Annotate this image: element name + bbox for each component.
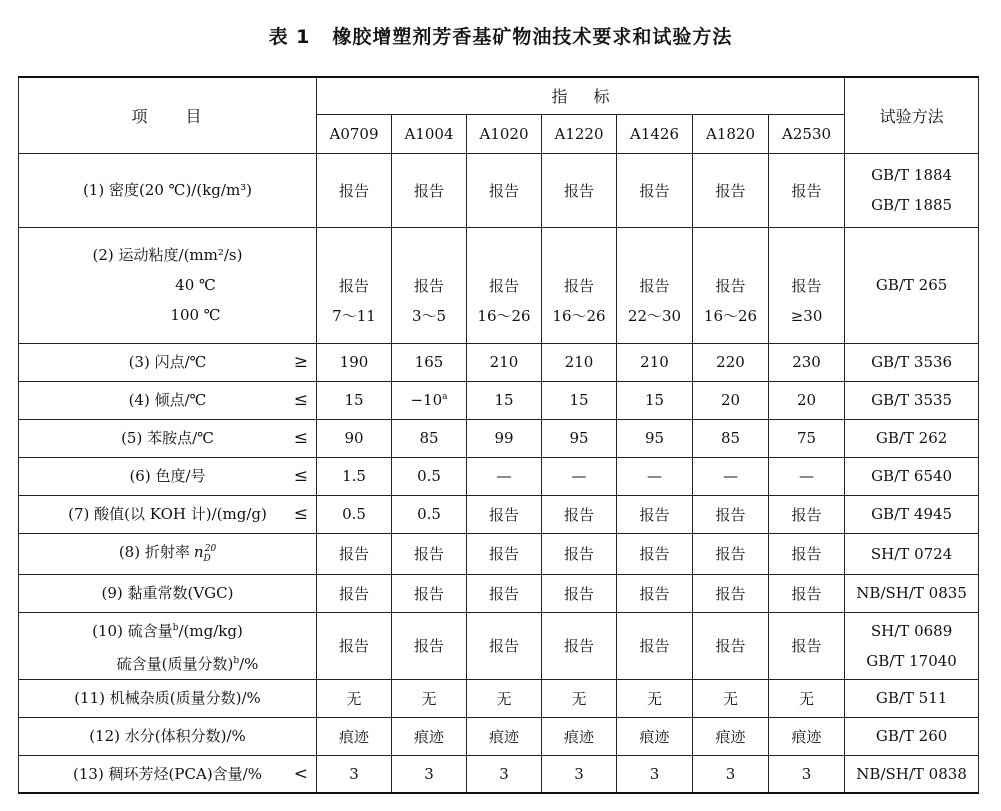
item-cell — [19, 679, 317, 717]
value-text: 报告 — [639, 584, 670, 603]
value-cell — [317, 679, 392, 717]
value-100c: 22～30 — [627, 306, 682, 325]
value-cell — [542, 381, 617, 419]
value-cell — [392, 574, 467, 612]
value-text: 无 — [646, 689, 662, 708]
value-text: 报告 — [791, 181, 822, 200]
value-text: 报告 — [413, 545, 444, 563]
value-text: 报告 — [563, 637, 594, 655]
value-text: 报告 — [715, 505, 746, 524]
value-cell — [693, 419, 769, 457]
comparison-symbol: < — [293, 763, 308, 784]
value-40c: 报告 — [488, 276, 519, 295]
item-cell — [19, 533, 317, 574]
value-text: 报告 — [563, 181, 594, 200]
value-cell — [542, 717, 617, 755]
table-number: 表 1 — [268, 26, 311, 48]
grade-header: A1004 — [392, 114, 467, 153]
value-text: 20 — [720, 391, 741, 409]
value-text: 15 — [494, 391, 514, 409]
value-cell — [769, 343, 845, 381]
value-40c: 报告 — [715, 276, 746, 295]
value-cell — [392, 457, 467, 495]
method-cell — [845, 457, 979, 495]
table-row — [19, 227, 979, 343]
value-40c: 报告 — [338, 276, 369, 295]
value-cell — [392, 495, 467, 533]
value-cell — [693, 679, 769, 717]
method-standard: GB/T 265 — [875, 276, 948, 294]
item-label: (6) 色度/号 — [129, 467, 206, 485]
value-cell — [392, 153, 467, 227]
value-cell — [317, 153, 392, 227]
value-cell — [769, 153, 845, 227]
value-text: — — [647, 467, 662, 485]
value-cell — [617, 419, 693, 457]
method-standard: GB/T 6540 — [871, 467, 953, 485]
value-cell — [542, 679, 617, 717]
item-label: (4) 倾点/℃ — [128, 391, 207, 409]
value-text: 报告 — [791, 584, 822, 603]
value-cell — [467, 533, 542, 574]
value-text: 210 — [640, 353, 669, 371]
method-standard: NB/SH/T 0838 — [856, 764, 967, 783]
table-row — [19, 457, 979, 495]
value-text: 15 — [569, 391, 589, 409]
method-standard: GB/T 262 — [875, 429, 948, 447]
value-cell — [317, 227, 392, 343]
value-text: 报告 — [715, 545, 746, 563]
table-row — [19, 533, 979, 574]
table-row — [19, 612, 979, 679]
item-label: (12) 水分(体积分数)/% — [89, 727, 246, 745]
table-row — [19, 419, 979, 457]
value-cell — [617, 612, 693, 679]
value-cell — [769, 495, 845, 533]
value-cell — [617, 457, 693, 495]
value-cell — [467, 343, 542, 381]
value-cell — [317, 419, 392, 457]
value-text: 痕迹 — [338, 727, 369, 746]
value-text: 0.5 — [342, 505, 366, 523]
value-text: 报告 — [639, 637, 670, 655]
value-cell — [317, 495, 392, 533]
value-cell — [769, 574, 845, 612]
value-cell — [392, 381, 467, 419]
footnote-mark: b — [233, 655, 240, 666]
value-text: 165 — [414, 353, 444, 371]
value-cell — [769, 612, 845, 679]
value-100c: 7～11 — [332, 306, 376, 325]
value-cell — [542, 457, 617, 495]
value-cell — [617, 343, 693, 381]
value-100c: 3～5 — [411, 306, 447, 325]
method-cell — [845, 419, 979, 457]
value-100c: 16～26 — [477, 306, 531, 325]
method-cell — [845, 495, 979, 533]
value-text: 无 — [496, 689, 512, 708]
value-cell — [617, 574, 693, 612]
value-cell — [317, 457, 392, 495]
value-cell — [693, 612, 769, 679]
header-index: 指 标 — [317, 77, 845, 114]
value-text: 99 — [494, 429, 514, 447]
value-text: 报告 — [715, 181, 746, 200]
value-text: 95 — [569, 429, 589, 447]
item-label: (5) 苯胺点/℃ — [121, 429, 214, 447]
value-cell — [467, 419, 542, 457]
comparison-symbol: ≤ — [293, 504, 308, 524]
item-sublabel: 100 ℃ — [170, 306, 221, 324]
value-text: 无 — [346, 689, 362, 708]
item-label: (1) 密度(20 ℃)/(kg/m³) — [82, 181, 253, 199]
value-text: 报告 — [338, 637, 369, 655]
grade-header: A0709 — [317, 114, 392, 153]
item-sublabel: 40 ℃ — [175, 276, 216, 294]
value-cell — [693, 381, 769, 419]
value-text: 无 — [722, 689, 738, 708]
method-standard: SH/T 0689 — [870, 621, 953, 640]
item-label: (13) 稠环芳烃(PCA)含量/% — [73, 764, 262, 783]
value-cell — [769, 533, 845, 574]
value-cell — [467, 755, 542, 793]
value-cell — [467, 612, 542, 679]
value-text: 210 — [489, 353, 519, 371]
table-row — [19, 343, 979, 381]
value-cell — [317, 612, 392, 679]
value-cell — [769, 419, 845, 457]
value-text: 3 — [349, 764, 359, 783]
item-label: (3) 闪点/℃ — [128, 353, 207, 371]
value-text: 3 — [649, 764, 660, 783]
value-cell — [542, 419, 617, 457]
value-text: 报告 — [488, 637, 519, 655]
value-cell — [542, 612, 617, 679]
value-text: 报告 — [338, 584, 369, 603]
value-text: 230 — [792, 353, 821, 371]
value-text: 报告 — [488, 584, 519, 603]
table-title-text: 橡胶增塑剂芳香基矿物油技术要求和试验方法 — [332, 26, 733, 48]
method-standard: GB/T 4945 — [871, 505, 953, 523]
value-40c: 报告 — [639, 276, 670, 295]
value-cell — [392, 717, 467, 755]
item-label-text: (10) 硫含量 — [92, 621, 173, 640]
value-cell — [693, 343, 769, 381]
value-cell — [392, 419, 467, 457]
value-text: 报告 — [338, 545, 369, 563]
item-cell — [19, 612, 317, 679]
value-text: 210 — [564, 353, 594, 371]
value-text: 20 — [796, 391, 817, 409]
value-text: — — [571, 467, 587, 485]
value-cell — [617, 717, 693, 755]
value-cell — [693, 717, 769, 755]
item-label-unit: /% — [239, 654, 259, 673]
value-cell — [467, 227, 542, 343]
value-cell — [542, 227, 617, 343]
value-40c: 报告 — [791, 276, 822, 295]
value-text: 报告 — [338, 181, 369, 200]
method-standard: GB/T 3535 — [871, 391, 953, 409]
value-cell — [542, 153, 617, 227]
method-standard: GB/T 1885 — [871, 196, 953, 214]
grade-header: A2530 — [769, 114, 845, 153]
value-text: 3 — [801, 764, 812, 783]
comparison-symbol: ≤ — [293, 428, 308, 448]
value-40c: 报告 — [563, 276, 594, 295]
item-label-text: 硫含量(质量分数) — [116, 654, 234, 673]
value-cell — [617, 495, 693, 533]
value-cell — [392, 343, 467, 381]
method-cell — [845, 533, 979, 574]
table-row — [19, 153, 979, 227]
value-cell — [617, 227, 693, 343]
value-text: 报告 — [563, 505, 594, 524]
value-40c: 报告 — [413, 276, 444, 295]
value-text: 报告 — [413, 181, 444, 200]
grade-header: A1426 — [617, 114, 693, 153]
value-cell — [617, 679, 693, 717]
comparison-symbol: ≥ — [293, 352, 308, 372]
value-cell — [317, 343, 392, 381]
value-cell — [542, 495, 617, 533]
value-text: 报告 — [715, 584, 746, 603]
value-text: 0.5 — [417, 467, 441, 485]
grade-header: A1820 — [693, 114, 769, 153]
value-cell — [542, 574, 617, 612]
item-label: (7) 酸值(以 KOH 计)/(mg/g) — [68, 505, 267, 523]
value-cell — [693, 227, 769, 343]
value-cell — [693, 755, 769, 793]
value-cell — [467, 457, 542, 495]
value-cell — [769, 717, 845, 755]
value-text: 报告 — [413, 637, 444, 655]
value-cell — [467, 495, 542, 533]
value-text: 1.5 — [342, 467, 366, 485]
value-text: 90 — [344, 429, 364, 447]
value-text: 报告 — [639, 181, 670, 200]
item-label: (2) 运动粘度/(mm²/s) — [92, 246, 243, 264]
value-text: 报告 — [791, 545, 822, 563]
value-cell — [542, 533, 617, 574]
value-cell — [617, 153, 693, 227]
item-cell — [19, 717, 317, 755]
method-cell — [845, 574, 979, 612]
value-text: 痕迹 — [563, 727, 594, 746]
value-text: 报告 — [488, 181, 519, 200]
value-cell — [392, 679, 467, 717]
item-cell — [19, 153, 317, 227]
value-cell — [693, 457, 769, 495]
method-standard: GB/T 511 — [875, 689, 948, 707]
header-item: 项 目 — [19, 77, 317, 153]
value-text: 报告 — [563, 584, 594, 603]
refractive-index-symbol: $n_D^{20}$ — [193, 542, 217, 564]
method-cell — [845, 381, 979, 419]
value-text: 报告 — [639, 505, 670, 524]
value-cell — [317, 755, 392, 793]
value-cell — [317, 533, 392, 574]
value-100c: ≥30 — [790, 306, 823, 325]
value-text: 75 — [796, 429, 817, 447]
method-cell — [845, 679, 979, 717]
value-text: — — [723, 467, 738, 485]
item-label-text: (8) 折射率 — [118, 542, 190, 561]
item-cell — [19, 574, 317, 612]
value-text: 报告 — [488, 505, 519, 524]
value-cell — [693, 495, 769, 533]
comparison-symbol: ≤ — [293, 390, 308, 410]
value-cell — [467, 679, 542, 717]
value-cell — [769, 755, 845, 793]
method-cell — [845, 153, 979, 227]
value-100c: 16～26 — [703, 306, 758, 325]
grade-header: A1020 — [467, 114, 542, 153]
method-standard: NB/SH/T 0835 — [856, 584, 967, 602]
method-cell — [845, 612, 979, 679]
item-cell — [19, 343, 317, 381]
value-text: 痕迹 — [413, 727, 444, 746]
item-label — [19, 534, 316, 574]
value-text: 报告 — [715, 637, 746, 655]
value-cell — [392, 612, 467, 679]
item-cell — [19, 495, 317, 533]
value-text: 3 — [725, 764, 736, 783]
value-cell — [693, 574, 769, 612]
table-row — [19, 717, 979, 755]
item-label: (11) 机械杂质(质量分数)/% — [74, 689, 261, 707]
value-cell — [542, 343, 617, 381]
value-text: 15 — [644, 391, 665, 409]
comparison-symbol: ≤ — [293, 466, 308, 486]
value-cell — [693, 533, 769, 574]
value-cell — [617, 381, 693, 419]
spec-table — [18, 76, 979, 794]
value-cell — [392, 755, 467, 793]
value-text: 报告 — [488, 545, 519, 563]
value-cell — [392, 227, 467, 343]
item-cell — [19, 419, 317, 457]
value-text: 220 — [716, 353, 745, 371]
value-cell — [542, 755, 617, 793]
value-text: — — [799, 467, 815, 485]
value-text: 痕迹 — [488, 727, 519, 746]
method-standard: GB/T 17040 — [866, 651, 957, 670]
method-cell — [845, 343, 979, 381]
item-cell — [19, 755, 317, 793]
value-text: 无 — [421, 689, 437, 708]
value-cell — [769, 227, 845, 343]
value-cell — [769, 381, 845, 419]
value-text: 85 — [419, 429, 439, 447]
value-text: −10 — [410, 391, 443, 409]
value-text: 95 — [644, 429, 665, 447]
value-cell — [467, 381, 542, 419]
item-label-unit: /(mg/kg) — [178, 621, 243, 640]
item-label — [19, 646, 316, 679]
value-text: 3 — [574, 764, 584, 783]
item-label — [19, 613, 316, 646]
value-cell — [617, 755, 693, 793]
item-label: (9) 黏重常数(VGC) — [101, 584, 234, 602]
value-text: 无 — [799, 689, 815, 708]
value-text: 痕迹 — [791, 727, 822, 746]
method-cell — [845, 717, 979, 755]
value-text: 0.5 — [417, 505, 441, 523]
value-text: 190 — [339, 353, 369, 371]
value-100c: 16～26 — [552, 306, 606, 325]
grade-header: A1220 — [542, 114, 617, 153]
value-text: 痕迹 — [639, 727, 670, 746]
item-cell — [19, 457, 317, 495]
value-cell — [693, 153, 769, 227]
value-cell — [317, 717, 392, 755]
item-cell — [19, 227, 317, 343]
value-text: 3 — [499, 764, 509, 783]
method-standard: SH/T 0724 — [870, 544, 953, 563]
table-row — [19, 574, 979, 612]
value-cell — [317, 574, 392, 612]
value-cell — [317, 381, 392, 419]
value-text: 3 — [424, 764, 434, 783]
header-method: 试验方法 — [845, 77, 979, 153]
method-standard: GB/T 1884 — [871, 166, 953, 184]
value-text: — — [496, 467, 512, 485]
value-cell — [617, 533, 693, 574]
method-cell — [845, 227, 979, 343]
value-cell — [467, 153, 542, 227]
value-cell — [392, 533, 467, 574]
method-cell — [845, 755, 979, 793]
table-row — [19, 381, 979, 419]
footnote-mark: a — [442, 392, 448, 402]
value-text: 报告 — [563, 545, 594, 563]
value-text: 报告 — [791, 637, 822, 655]
value-text: 报告 — [639, 545, 670, 563]
value-text: 85 — [720, 429, 741, 447]
method-standard: GB/T 3536 — [871, 353, 953, 371]
value-text: 报告 — [791, 505, 822, 524]
table-row — [19, 495, 979, 533]
value-text: 痕迹 — [715, 727, 746, 746]
table-row — [19, 679, 979, 717]
item-cell — [19, 381, 317, 419]
table-row — [19, 755, 979, 793]
value-cell — [467, 717, 542, 755]
value-text: 15 — [344, 391, 364, 409]
value-cell — [769, 457, 845, 495]
value-text: 报告 — [413, 584, 444, 603]
footnote-mark: b — [172, 622, 179, 633]
method-standard: GB/T 260 — [875, 727, 948, 745]
value-cell — [467, 574, 542, 612]
value-cell — [769, 679, 845, 717]
table-title — [0, 22, 1001, 49]
value-text: 无 — [571, 689, 587, 708]
